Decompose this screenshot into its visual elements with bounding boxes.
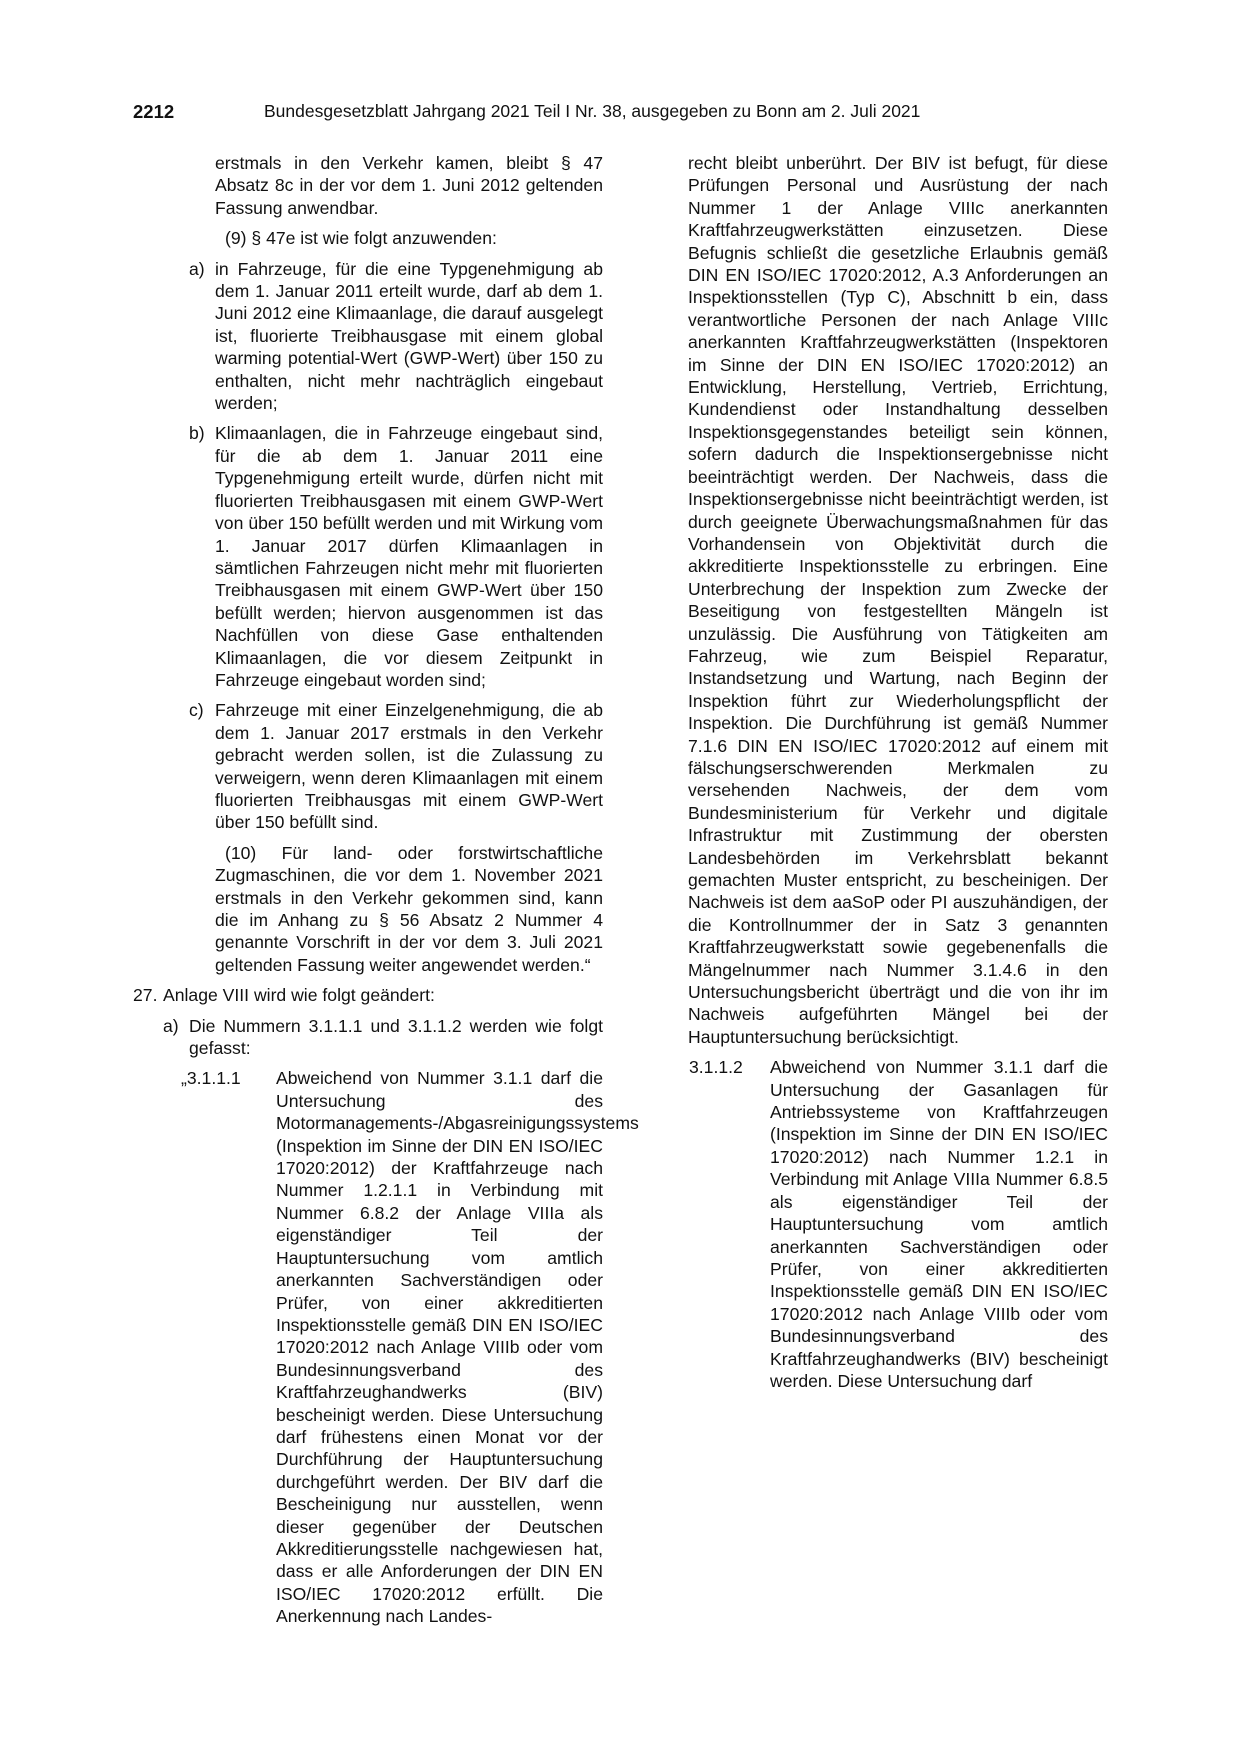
left-column [133,152,639,1628]
list-item-a [189,258,603,415]
intro-paragraph: erstmals in den Verkehr kamen, bleibt § 47 Absatz 8c in der vor dem 1. Juni 2012 geltenden Fassung anwendbar. [215,153,603,218]
paragraph-10: (10) Für land- oder forstwirtschaftliche Zugmaschinen, die vor dem 1. November 2021 erstmals in den Verkehr gekommen sind, kann die im Anhang zu § 56 Absatz 2 Nummer 4 genannte Vorschrift in der vor dem 3. Juli 2021 geltenden Fassung weiter angewendet werden.“ [215,842,603,975]
list-marker: b) [189,423,205,444]
list-marker: c) [189,700,204,721]
list-item-text: Fahrzeuge mit einer Einzelgenehmigung, die ab dem 1. Januar 2017 erstmals in den Verkehr gebracht werden sollen, ist die Zulassung zu verweigern, wenn deren Klimaanlagen mit einem fluorierten Treibhausgas mit einem GWP-Wert über 150 befüllt sind. [215,700,603,833]
clause-text: Abweichend von Nummer 3.1.1 darf die Untersuchung des Motormanagements-/Abgasreinigungssystems (Inspektion im Sinne der DIN EN ISO/IEC 17020:2012) der Kraftfahrzeuge nach Nummer 1.2.1.1 in Verbindung mit Nummer 6.8.2 der Anlage VIIIa als eigenständiger Teil der Hauptuntersuchung vom amtlich anerkannten Sachverständigen oder Prüfer, von einer akkreditierten Inspektionsstelle gemäß DIN EN ISO/IEC 17020:2012 nach Anlage VIIIb oder vom Bundesinnungsverband des Kraftfahrzeughandwerks (BIV) bescheinigt werden. Diese Untersuchung darf frühestens einen Monat vor der Durchführung der Hauptuntersuchung durchgeführt werden. Der BIV darf die Bescheinigung nur ausstellen, wenn dieser gegenüber der Deutschen Akkreditierungsstelle nachgewiesen hat, dass er alle Anforderungen der DIN EN ISO/IEC 17020:2012 erfüllt. Die Anerkennung nach Landes- [276,1068,639,1627]
clause-text: Abweichend von Nummer 3.1.1 darf die Untersuchung der Gasanlagen für Antriebssysteme von Kraftfahrzeugen (Inspektion im Sinne der DIN EN ISO/IEC 17020:2012) nach Nummer 1.2.1 in Verbindung mit Anlage VIIIa Nummer 6.8.5 als eigenständiger Teil der Hauptuntersuchung vom amtlich anerkannten Sachverständigen oder Prüfer, von einer akkreditierten Inspektionsstelle gemäß DIN EN ISO/IEC 17020:2012 nach Anlage VIIIb oder vom Bundesinnungsverband des Kraftfahrzeughandwerks (BIV) bescheinigt werden. Diese Untersuchung darf [770,1057,1108,1391]
list-item-text: in Fahrzeuge, für die eine Typgenehmigung ab dem 1. Januar 2011 erteilt wurde, darf ab dem 1. Juni 2012 eine Klimaanlage, die darauf ausgelegt ist, fluorierte Treibhausgase mit einem global warming potential-Wert (GWP-Wert) über 150 zu enthalten, nicht mehr nachträglich eingebaut werden; [215,258,603,414]
clause-3-1-1-2 [689,1056,1108,1392]
sub-item-text: Die Nummern 3.1.1.1 und 3.1.1.2 werden wie folgt gefasst: [189,1015,603,1059]
item-27 [133,984,603,1006]
list-marker: a) [189,258,205,279]
running-title: Bundesgesetzblatt Jahrgang 2021 Teil I Nr. 38, ausgegeben zu Bonn am 2. Juli 2021 [264,101,921,121]
list-item-c [189,699,603,833]
right-column [688,152,1108,1392]
clause-number: 3.1.1.2 [689,1057,743,1078]
clause-3-1-1-1 [181,1067,639,1627]
sub-item-marker: a) [163,1015,179,1036]
item-text: Anlage VIII wird wie folgt geändert: [163,985,435,1006]
page-number: 2212 [133,101,175,122]
clause-number: „3.1.1.1 [181,1068,241,1089]
page-header [0,101,1241,127]
continuation-paragraph: recht bleibt unberührt. Der BIV ist befugt, für diese Prüfungen Personal und Ausrüstung der nach Nummer 1 der Anlage VIIIc anerkannten Kraftfahrzeugwerkstätten einzusetzen. Diese Befugnis schließt die gesetzliche Erlaubnis gemäß DIN EN ISO/IEC 17020:2012, A.3 Anforderungen an Inspektionsstellen (Typ C), Abschnitt b ein, dass verantwortliche Personen der nach Anlage VIIIc anerkannten Kraftfahrzeugwerkstätten (Inspektoren im Sinne der DIN EN ISO/IEC 17020:2012) an Entwicklung, Herstellung, Vertrieb, Errichtung, Kundendienst oder Instandhaltung desselben Inspektionsgegenstandes beteiligt sein können, sofern dadurch die Inspektionsergebnisse nicht beeinträchtigt werden. Der Nachweis, dass die Inspektionsergebnisse nicht beeinträchtigt werden, ist durch geeignete Überwachungsmaßnahmen für das Vorhandensein von Objektivität durch die akkreditierte Inspektionsstelle zu erbringen. Eine Unterbrechung der Inspektion zum Zwecke der Beseitigung von festgestellten Mängeln ist unzulässig. Die Ausführung von Tätigkeiten am Fahrzeug, wie zum Beispiel Reparatur, Instandsetzung und Wartung, nach Beginn der Inspektion führt zur Wiederholungspflicht der Inspektion. Die Durchführung ist gemäß Nummer 7.1.6 DIN EN ISO/IEC 17020:2012 auf einem mit fälschungserschwerenden Merkmalen zu versehenden Nachweis, der dem vom Bundesministerium für Verkehr und digitale Infrastruktur mit Zustimmung der obersten Landesbehörden im Verkehrsblatt bekannt gemachten Muster entspricht, zu bescheinigen. Der Nachweis ist dem aaSoP oder PI auszuhändigen, der die Kontrollnummer der in Satz 3 genannten Kraftfahrzeugwerkstatt sowie gegebenenfalls die Mängelnummer nach Nummer 3.1.4.6 in den Untersuchungsbericht überträgt und die von ihr im Nachweis aufgeführten Mängel bei der Hauptuntersuchung berücksichtigt. [688,153,1108,1047]
item-number: 27. [133,985,158,1006]
item-27-a [163,1015,603,1060]
list-item-text: Klimaanlagen, die in Fahrzeuge eingebaut sind, für die ab dem 1. Januar 2011 eine Typgenehmigung erteilt wurde, dürfen nicht mit fluorierten Treibhausgasen mit einem GWP-Wert von über 150 befüllt werden und mit Wirkung vom 1. Januar 2017 dürfen Klimaanlagen in sämtlichen Fahrzeugen nicht mehr mit fluorierten Treibhausgasen mit einem GWP-Wert über 150 befüllt werden; hiervon ausgenommen ist das Nachfüllen von diese Gase enthaltenden Klimaanlagen, die vor diesem Zeitpunkt in Fahrzeuge eingebaut worden sind; [215,423,603,690]
list-item-b [189,422,603,691]
paragraph-9: (9) § 47e ist wie folgt anzuwenden: [225,228,497,249]
